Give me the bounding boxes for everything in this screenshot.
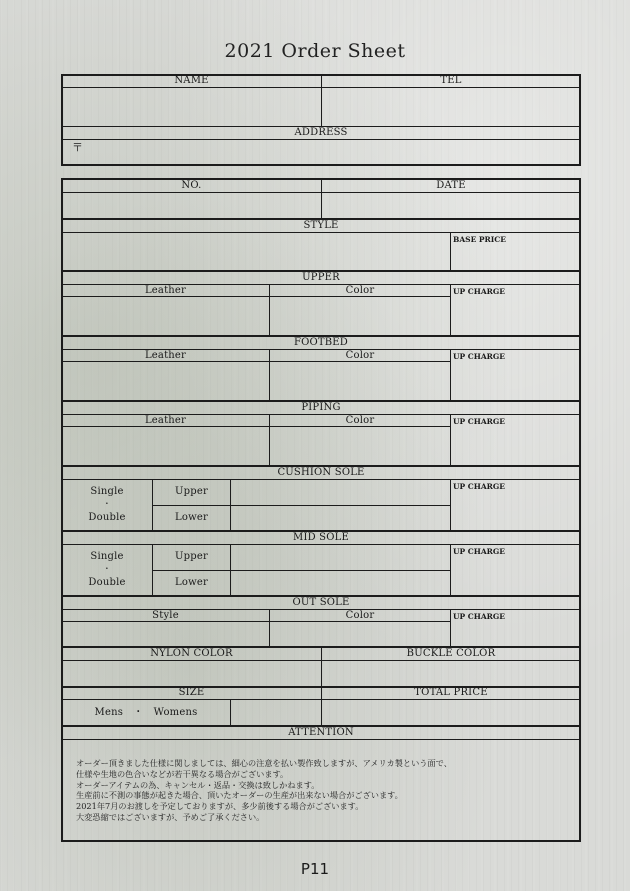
upper-color-label: Color [345,285,375,296]
piping-color-label: Color [345,415,375,426]
address-label: ADDRESS [294,127,348,138]
name-label: NAME [174,75,209,86]
base-price-label: BASE PRICE [453,235,506,244]
nylon-color-label: NYLON COLOR [150,648,233,659]
piping-leather-label: Leather [144,415,187,426]
size-options: Mens ・ Womens [94,707,198,718]
buckle-color-label: BUCKLE COLOR [406,648,496,659]
piping-section-label: PIPING [301,402,341,413]
cushion-sole-section-label: CUSHION SOLE [277,467,365,478]
out-sole-color-label: Color [345,610,375,621]
attention-label: ATTENTION [288,727,354,738]
cushion-up-charge-label: UP CHARGE [453,482,506,491]
upper-section-label: UPPER [302,272,340,283]
upper-leather-label: Leather [144,285,187,296]
sheet-title: 2021 Order Sheet [224,40,406,62]
style-label: STYLE [303,220,339,231]
date-label: DATE [436,180,466,191]
mid-upper-label: Upper [175,551,208,562]
no-label: NO. [181,180,202,191]
mid-lower-label: Lower [175,577,208,588]
footbed-color-label: Color [345,350,375,361]
mid-dot: ・ [102,564,112,573]
out-sole-section-label: OUT SOLE [292,597,350,608]
cushion-upper-label: Upper [175,486,208,497]
mid-double-label: Double [88,577,126,588]
cushion-lower-label: Lower [175,512,208,523]
total-price-label: TOTAL PRICE [414,687,488,698]
attention-notes [76,758,566,823]
footbed-leather-label: Leather [144,350,187,361]
out-sole-up-charge-label: UP CHARGE [453,612,506,621]
cushion-single-label: Single [90,486,124,497]
attention-line: 大変恐縮ではございますが、予めご了承ください。 [76,811,265,822]
mid-sole-section-label: MID SOLE [293,532,349,543]
page-number: P11 [300,860,330,878]
out-sole-style-label: Style [152,610,179,621]
cushion-double-label: Double [88,512,126,523]
postal-mark: 〒 [72,141,83,154]
attention-line: 2021年7月のお渡しを予定しておりますが、多少前後する場合がございます。 [76,801,364,812]
footbed-up-charge-label: UP CHARGE [453,352,506,361]
attention-line: 仕様や生地の色合いなどが若干異なる場合がございます。 [76,768,289,779]
mid-up-charge-label: UP CHARGE [453,547,506,556]
piping-up-charge-label: UP CHARGE [453,417,506,426]
attention-line: オーダーアイテムの為、キャンセル・返品・交換は致しかねます。 [76,779,320,790]
size-label: SIZE [178,687,205,698]
attention-line: 生産前に不測の事態が起きた場合、頂いたオーダーの生産が出来ない場合がございます。 [76,790,403,801]
tel-label: TEL [440,75,462,86]
attention-line: オーダー頂きました仕様に関しましては、細心の注意を払い製作致しますが、アメリカ製という面で、 [76,758,452,768]
cushion-dot: ・ [102,499,112,508]
upper-up-charge-label: UP CHARGE [453,287,506,296]
footbed-section-label: FOOTBED [293,337,349,348]
mid-single-label: Single [90,551,124,562]
